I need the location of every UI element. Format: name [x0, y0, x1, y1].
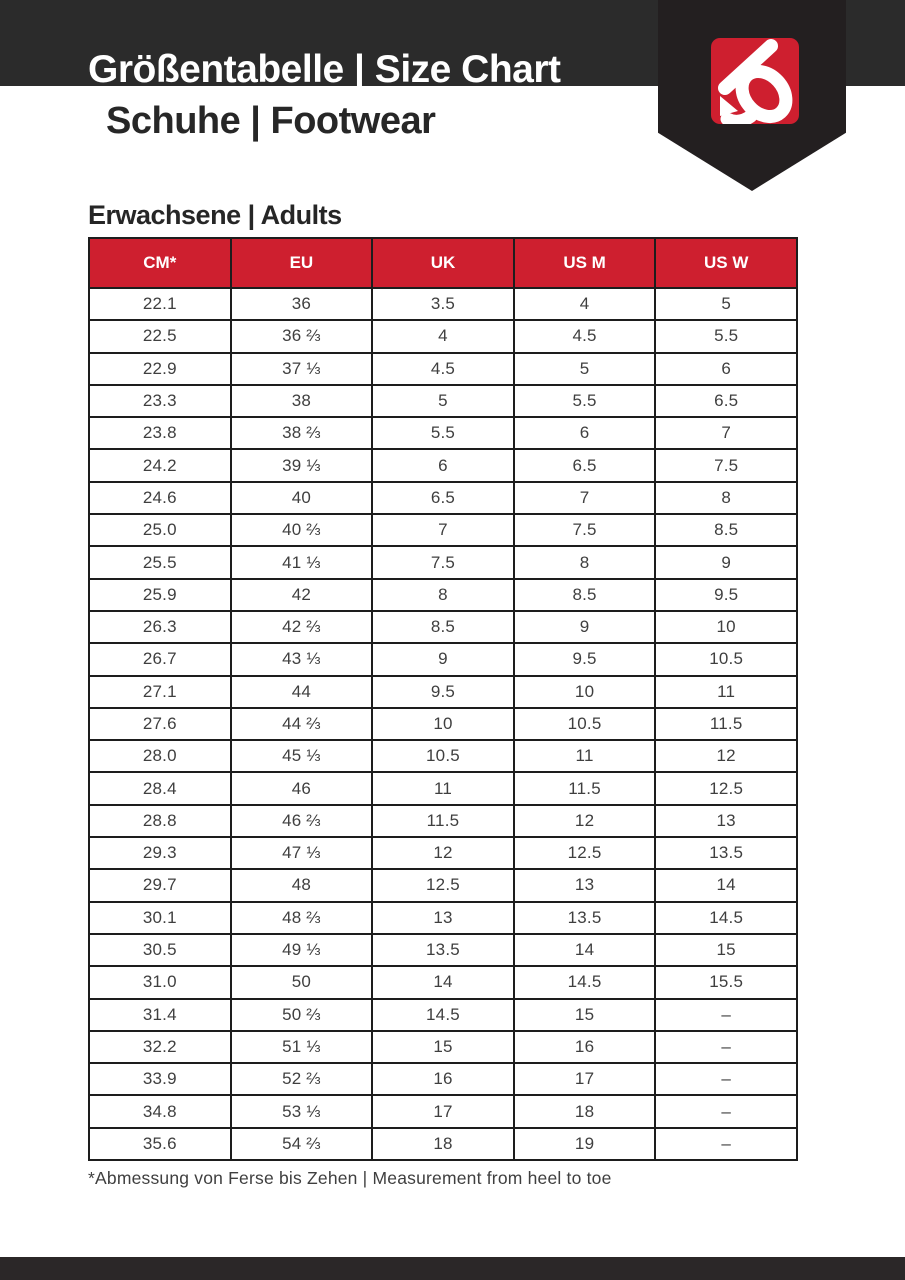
footer-bar	[0, 1257, 905, 1280]
table-cell: 13	[372, 902, 514, 934]
table-cell: 4.5	[372, 353, 514, 385]
table-cell: 28.0	[89, 740, 231, 772]
table-cell: 13.5	[372, 934, 514, 966]
section-heading: Erwachsene | Adults	[88, 200, 342, 230]
table-row	[89, 837, 797, 869]
column-header: EU	[231, 238, 373, 288]
footnote: *Abmessung von Ferse bis Zehen | Measurement from heel to toe	[88, 1168, 612, 1188]
table-row	[89, 385, 797, 417]
page-title: Größentabelle | Size Chart	[88, 48, 561, 91]
table-row	[89, 449, 797, 481]
table-cell: 12	[514, 805, 656, 837]
table-cell: 6.5	[372, 482, 514, 514]
table-cell: 26.7	[89, 643, 231, 675]
table-cell: 7	[514, 482, 656, 514]
table-cell: –	[655, 999, 797, 1031]
table-row	[89, 1095, 797, 1127]
table-row	[89, 320, 797, 352]
table-cell: 11	[372, 772, 514, 804]
table-cell: 22.5	[89, 320, 231, 352]
table-body	[89, 288, 797, 1160]
table-cell: 13.5	[514, 902, 656, 934]
table-cell: 8.5	[514, 579, 656, 611]
table-cell: 5	[514, 353, 656, 385]
table-cell: 9	[514, 611, 656, 643]
table-row	[89, 546, 797, 578]
five-ten-logo-icon	[711, 38, 799, 124]
table-cell: 5.5	[372, 417, 514, 449]
table-cell: 7.5	[655, 449, 797, 481]
table-cell: 6.5	[655, 385, 797, 417]
brand-logo	[711, 38, 799, 124]
table-cell: 9	[655, 546, 797, 578]
table-row	[89, 902, 797, 934]
table-row	[89, 1031, 797, 1063]
table-cell: 22.1	[89, 288, 231, 320]
table-cell: 25.0	[89, 514, 231, 546]
table-cell: 44	[231, 676, 373, 708]
table-cell: 51 ⅓	[231, 1031, 373, 1063]
table-cell: 10.5	[655, 643, 797, 675]
table-row	[89, 966, 797, 998]
table-cell: 7	[372, 514, 514, 546]
table-cell: 6.5	[514, 449, 656, 481]
table-cell: 7.5	[372, 546, 514, 578]
size-table	[88, 237, 798, 1161]
table-cell: 6	[514, 417, 656, 449]
table-cell: 11.5	[655, 708, 797, 740]
table-cell: 33.9	[89, 1063, 231, 1095]
table-cell: 32.2	[89, 1031, 231, 1063]
table-cell: 13.5	[655, 837, 797, 869]
table-row	[89, 676, 797, 708]
table-cell: 45 ⅓	[231, 740, 373, 772]
table-cell: 28.8	[89, 805, 231, 837]
table-cell: 49 ⅓	[231, 934, 373, 966]
table-cell: 19	[514, 1128, 656, 1160]
table-cell: 26.3	[89, 611, 231, 643]
table-cell: 15	[514, 999, 656, 1031]
table-cell: 17	[372, 1095, 514, 1127]
table-cell: 17	[514, 1063, 656, 1095]
table-cell: 41 ⅓	[231, 546, 373, 578]
table-cell: 8	[372, 579, 514, 611]
table-cell: 25.5	[89, 546, 231, 578]
table-cell: 13	[655, 805, 797, 837]
table-cell: 18	[514, 1095, 656, 1127]
table-cell: 42 ⅔	[231, 611, 373, 643]
table-cell: 28.4	[89, 772, 231, 804]
table-cell: 29.3	[89, 837, 231, 869]
table-cell: –	[655, 1063, 797, 1095]
table-cell: 9.5	[514, 643, 656, 675]
table-row	[89, 1128, 797, 1160]
table-cell: 14.5	[514, 966, 656, 998]
table-row	[89, 288, 797, 320]
table-row	[89, 805, 797, 837]
table-cell: 7	[655, 417, 797, 449]
table-cell: 11	[655, 676, 797, 708]
column-header: UK	[372, 238, 514, 288]
table-cell: 31.4	[89, 999, 231, 1031]
table-cell: 14	[514, 934, 656, 966]
table-cell: 46 ⅔	[231, 805, 373, 837]
table-cell: 50 ⅔	[231, 999, 373, 1031]
table-cell: 6	[655, 353, 797, 385]
table-cell: 11.5	[372, 805, 514, 837]
table-cell: 14.5	[655, 902, 797, 934]
table-cell: 10.5	[372, 740, 514, 772]
table-cell: 11.5	[514, 772, 656, 804]
table-cell: 15	[372, 1031, 514, 1063]
table-cell: 36	[231, 288, 373, 320]
table-row	[89, 611, 797, 643]
table-cell: 48	[231, 869, 373, 901]
table-row	[89, 579, 797, 611]
table-cell: 52 ⅔	[231, 1063, 373, 1095]
table-cell: 3.5	[372, 288, 514, 320]
table-cell: 23.8	[89, 417, 231, 449]
table-cell: 4.5	[514, 320, 656, 352]
table-cell: 40 ⅔	[231, 514, 373, 546]
table-cell: 44 ⅔	[231, 708, 373, 740]
table-cell: 8.5	[372, 611, 514, 643]
table-cell: 46	[231, 772, 373, 804]
table-cell: 47 ⅓	[231, 837, 373, 869]
table-cell: 5.5	[514, 385, 656, 417]
table-cell: 12.5	[372, 869, 514, 901]
table-row	[89, 1063, 797, 1095]
table-cell: 11	[514, 740, 656, 772]
table-cell: 15	[655, 934, 797, 966]
table-cell: 48 ⅔	[231, 902, 373, 934]
table-cell: 4	[514, 288, 656, 320]
table-cell: 16	[514, 1031, 656, 1063]
table-cell: 16	[372, 1063, 514, 1095]
table-row	[89, 999, 797, 1031]
table-cell: –	[655, 1128, 797, 1160]
table-cell: 38	[231, 385, 373, 417]
table-header-row	[89, 238, 797, 288]
table-cell: 5.5	[655, 320, 797, 352]
table-cell: 13	[514, 869, 656, 901]
table-cell: 54 ⅔	[231, 1128, 373, 1160]
table-cell: –	[655, 1095, 797, 1127]
table-cell: 5	[372, 385, 514, 417]
table-cell: 8	[655, 482, 797, 514]
table-cell: 12.5	[514, 837, 656, 869]
table-cell: 14	[655, 869, 797, 901]
table-row	[89, 482, 797, 514]
table-cell: 14	[372, 966, 514, 998]
table-row	[89, 772, 797, 804]
table-cell: 39 ⅓	[231, 449, 373, 481]
page-subtitle: Schuhe | Footwear	[106, 100, 436, 142]
table-cell: 12	[655, 740, 797, 772]
table-cell: 42	[231, 579, 373, 611]
table-cell: 12.5	[655, 772, 797, 804]
table-cell: 24.2	[89, 449, 231, 481]
table-row	[89, 417, 797, 449]
table-cell: 37 ⅓	[231, 353, 373, 385]
table-cell: 43 ⅓	[231, 643, 373, 675]
table-cell: 40	[231, 482, 373, 514]
table-cell: 10	[655, 611, 797, 643]
table-cell: 53 ⅓	[231, 1095, 373, 1127]
table-cell: 9.5	[655, 579, 797, 611]
table-cell: 22.9	[89, 353, 231, 385]
table-cell: 7.5	[514, 514, 656, 546]
table-cell: 50	[231, 966, 373, 998]
table-row	[89, 708, 797, 740]
column-header: US W	[655, 238, 797, 288]
table-cell: 27.1	[89, 676, 231, 708]
table-cell: 35.6	[89, 1128, 231, 1160]
table-cell: 31.0	[89, 966, 231, 998]
table-cell: 8.5	[655, 514, 797, 546]
table-row	[89, 353, 797, 385]
table-cell: 14.5	[372, 999, 514, 1031]
table-cell: 8	[514, 546, 656, 578]
table-cell: 38 ⅔	[231, 417, 373, 449]
table-cell: 25.9	[89, 579, 231, 611]
column-header: US M	[514, 238, 656, 288]
column-header: CM*	[89, 238, 231, 288]
table-cell: 34.8	[89, 1095, 231, 1127]
table-cell: 10	[514, 676, 656, 708]
table-cell: 23.3	[89, 385, 231, 417]
table-cell: 24.6	[89, 482, 231, 514]
table-row	[89, 643, 797, 675]
table-cell: 10	[372, 708, 514, 740]
table-cell: 18	[372, 1128, 514, 1160]
table-cell: 36 ⅔	[231, 320, 373, 352]
table-row	[89, 934, 797, 966]
table-row	[89, 869, 797, 901]
table-cell: 4	[372, 320, 514, 352]
table-cell: 15.5	[655, 966, 797, 998]
table-cell: 5	[655, 288, 797, 320]
table-cell: 9	[372, 643, 514, 675]
table-cell: 30.1	[89, 902, 231, 934]
table-cell: 29.7	[89, 869, 231, 901]
table-row	[89, 740, 797, 772]
table-cell: 27.6	[89, 708, 231, 740]
table-cell: 6	[372, 449, 514, 481]
table-cell: 9.5	[372, 676, 514, 708]
table-cell: 10.5	[514, 708, 656, 740]
table-cell: 12	[372, 837, 514, 869]
table-cell: –	[655, 1031, 797, 1063]
table-row	[89, 514, 797, 546]
table-cell: 30.5	[89, 934, 231, 966]
table-head	[89, 238, 797, 288]
